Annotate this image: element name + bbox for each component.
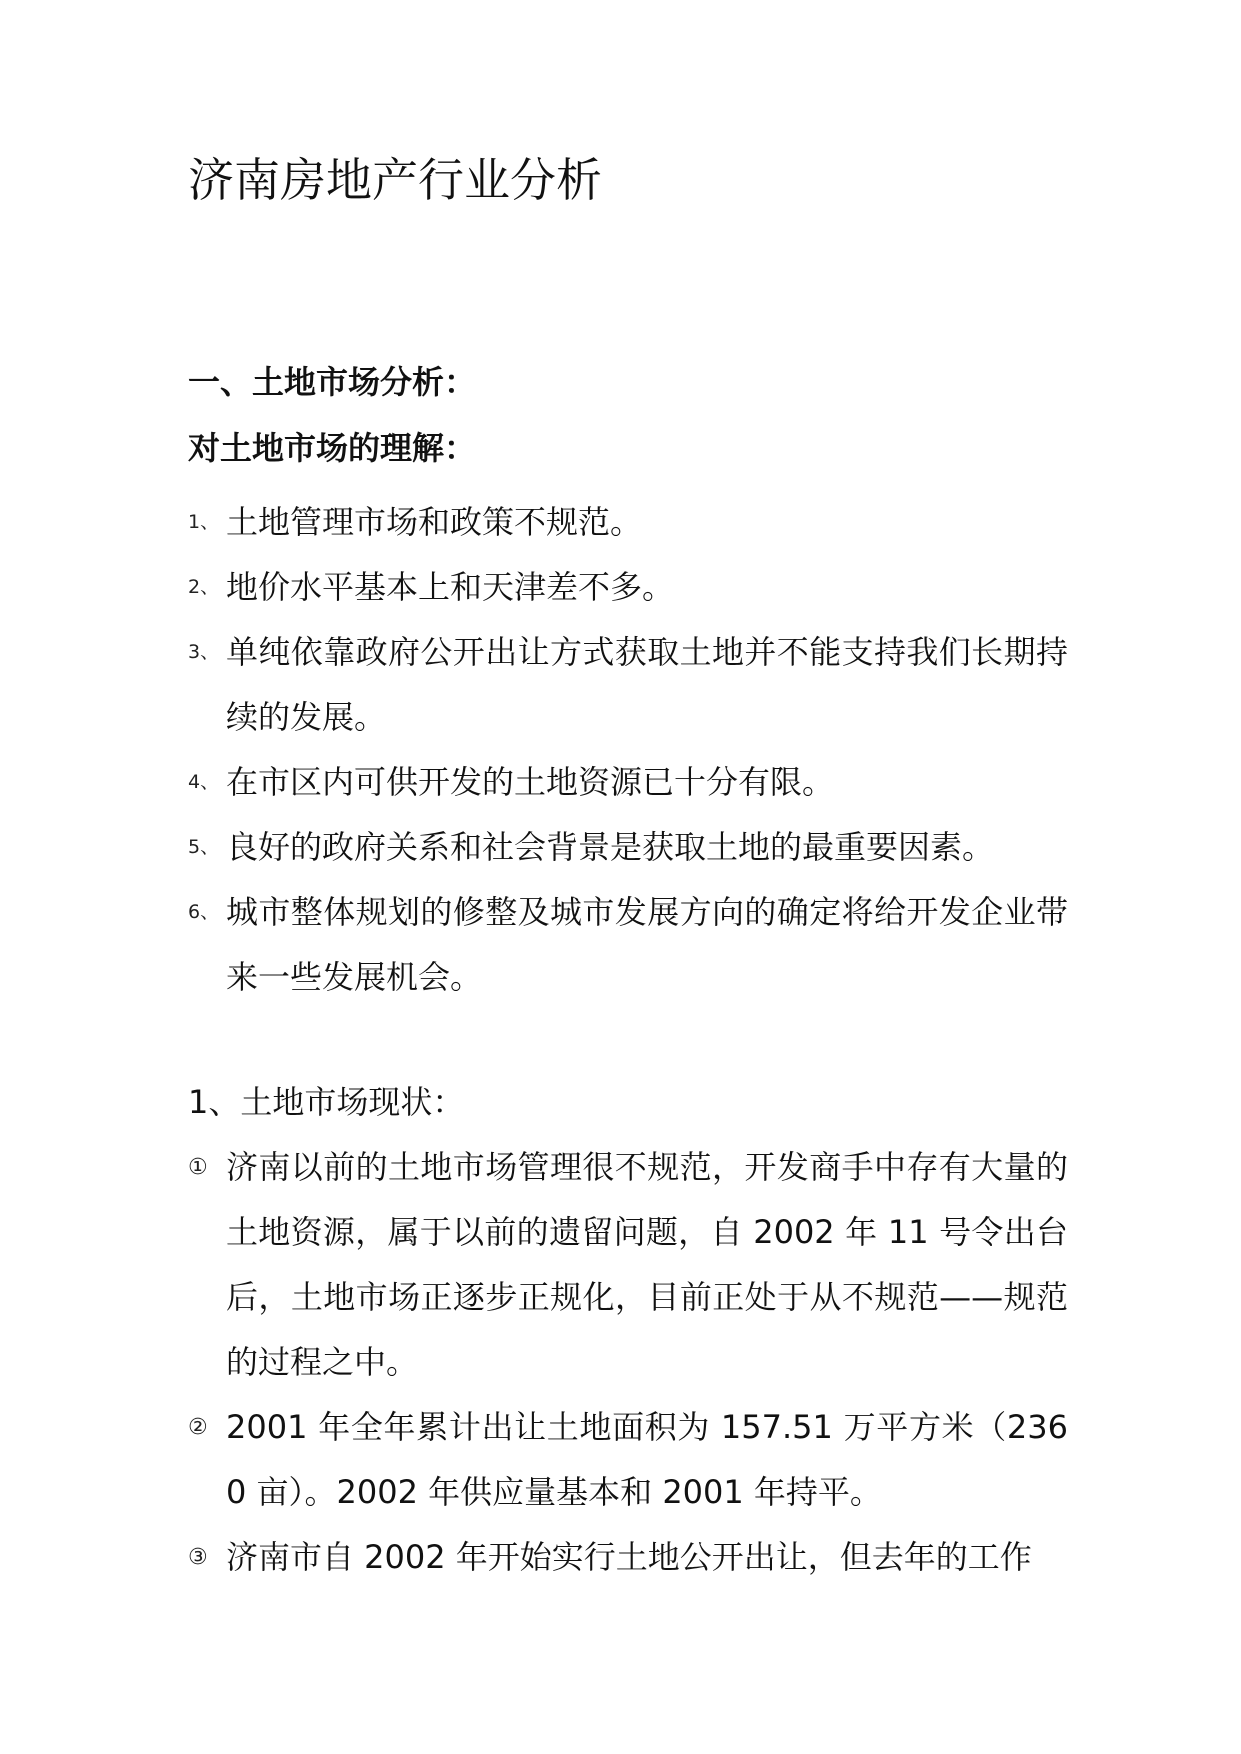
list-item-text: 济南以前的土地市场管理很不规范，开发商手中存有大量的土地资源，属于以前的遗留问题，自 2002 年 11 号令出台后，土地市场正逐步正规化，目前正处于从不规范——规范的过程之中。 (226, 1148, 1068, 1381)
list-item-number: 6、 (188, 901, 220, 923)
list-item-text: 2001 年全年累计出让土地面积为 157.51 万平方米（2360 亩）。2002 年供应量基本和 2001 年持平。 (226, 1408, 1068, 1511)
list-item-number: 3、 (188, 641, 220, 663)
list-item-text: 城市整体规划的修整及城市发展方向的确定将给开发企业带来一些发展机会。 (226, 893, 1068, 996)
list-item-text: 济南市自 2002 年开始实行土地公开出让，但去年的工作 (226, 1538, 1032, 1576)
list-item-number: 5、 (188, 836, 220, 858)
list-item-number: 4、 (188, 771, 220, 793)
list-item-number: 2、 (188, 576, 220, 598)
status-heading: 1、土地市场现状： (188, 1083, 465, 1121)
list-item (188, 750, 1068, 815)
list-item (188, 1135, 1068, 1395)
list-item-text: 良好的政府关系和社会背景是获取土地的最重要因素。 (226, 828, 995, 866)
list-item (188, 1395, 1068, 1525)
document-title: 济南房地产行业分析 (188, 153, 602, 207)
list-item (188, 1525, 1068, 1590)
list-item-text: 地价水平基本上和天津差不多。 (226, 568, 675, 606)
list-item (188, 815, 1068, 880)
list-item (188, 555, 1068, 620)
section-subheading: 对土地市场的理解： (188, 429, 477, 467)
list-item-number: ② (188, 1415, 208, 1440)
list-item-text: 土地管理市场和政策不规范。 (226, 503, 643, 541)
list-item-number: ① (188, 1155, 208, 1180)
section-heading: 一、土地市场分析： (188, 363, 477, 401)
list-item-text: 在市区内可供开发的土地资源已十分有限。 (226, 763, 835, 801)
list-item (188, 490, 1068, 555)
list-item (188, 880, 1068, 1010)
list-item-number: ③ (188, 1545, 208, 1570)
list-item-number: 1、 (188, 511, 220, 533)
list-item (188, 620, 1068, 750)
list-item-text: 单纯依靠政府公开出让方式获取土地并不能支持我们长期持续的发展。 (226, 633, 1068, 736)
